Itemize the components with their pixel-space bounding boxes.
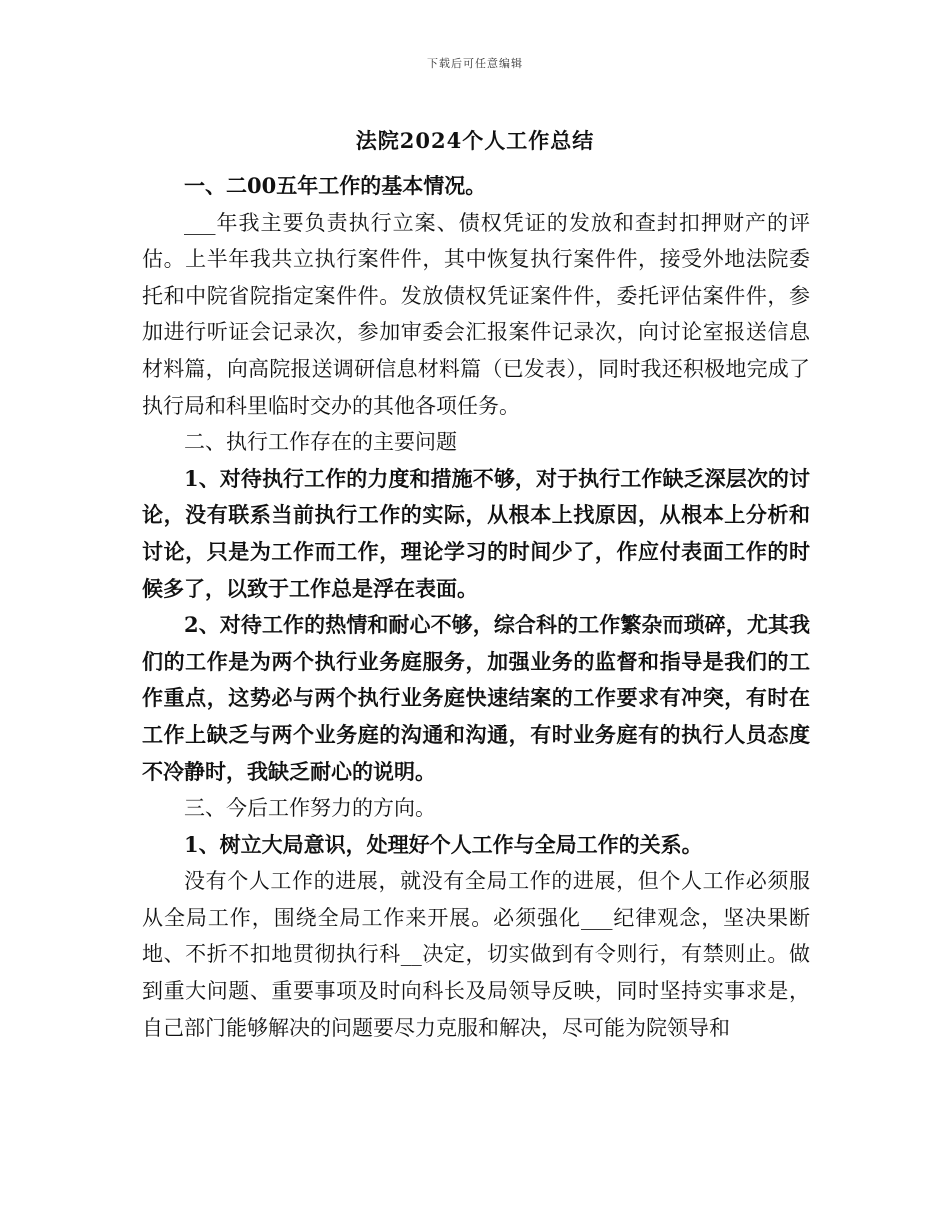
problem-paragraph-1: 1、对待执行工作的力度和措施不够，对于执行工作缺乏深层次的讨论，没有联系当前执行工作的实际，从根本上找原因，从根本上分析和讨论，只是为工作而工作，理论学习的时间少了，作应付表面工作的时候多了，以致于工作总是浮在表面。 [142,465,810,601]
section-heading-2: 二、执行工作存在的主要问题 [184,430,457,455]
direction-subheading-1: 1、树立大局意识，处理好个人工作与全局工作的关系。 [184,831,703,857]
document-body [142,168,810,1046]
problem-paragraph-2: 2、对待工作的热情和耐心不够，综合科的工作繁杂而琐碎，尤其我们的工作是为两个执行业务庭服务，加强业务的监督和指导是我们的工作重点，这势必与两个执行业务庭快速结案的工作要求有冲突，有时在工作上缺乏与两个业务庭的沟通和沟通，有时业务庭有的执行人员态度不冷静时，我缺乏耐心的说明。 [142,612,810,784]
page-header-note: 下载后可任意编辑 [427,57,523,70]
body-paragraph-1: ___年我主要负责执行立案、债权凭证的发放和查封扣押财产的评估。上半年我共立执行案件件，其中恢复执行案件件，接受外地法院委托和中院省院指定案件件。发放债权凭证案件件，委托评估案件件，参加进行听证会记录次，参加审委会汇报案件记录次，向讨论室报送信息材料篇，向高院报送调研信息材料篇（已发表），同时我还积极地完成了执行局和科里临时交办的其他各项任务。 [142,210,810,418]
page-title: 法院2024个人工作总结 [355,128,595,153]
section-heading-1: 一、二00五年工作的基本情况。 [184,173,487,198]
section-heading-3: 三、今后工作努力的方向。 [184,796,436,821]
body-paragraph-2: 没有个人工作的进展，就没有全局工作的进展，但个人工作必须服从全局工作，围绕全局工作来开展。必须强化___纪律观念，坚决果断地、不折不扣地贯彻执行科__决定，切实做到有令则行，有禁则止。做到重大问题、重要事项及时向科长及局领导反映，同时坚持实事求是，自己部门能够解决的问题要尽力克服和解决，尽可能为院领导和 [142,869,810,1040]
